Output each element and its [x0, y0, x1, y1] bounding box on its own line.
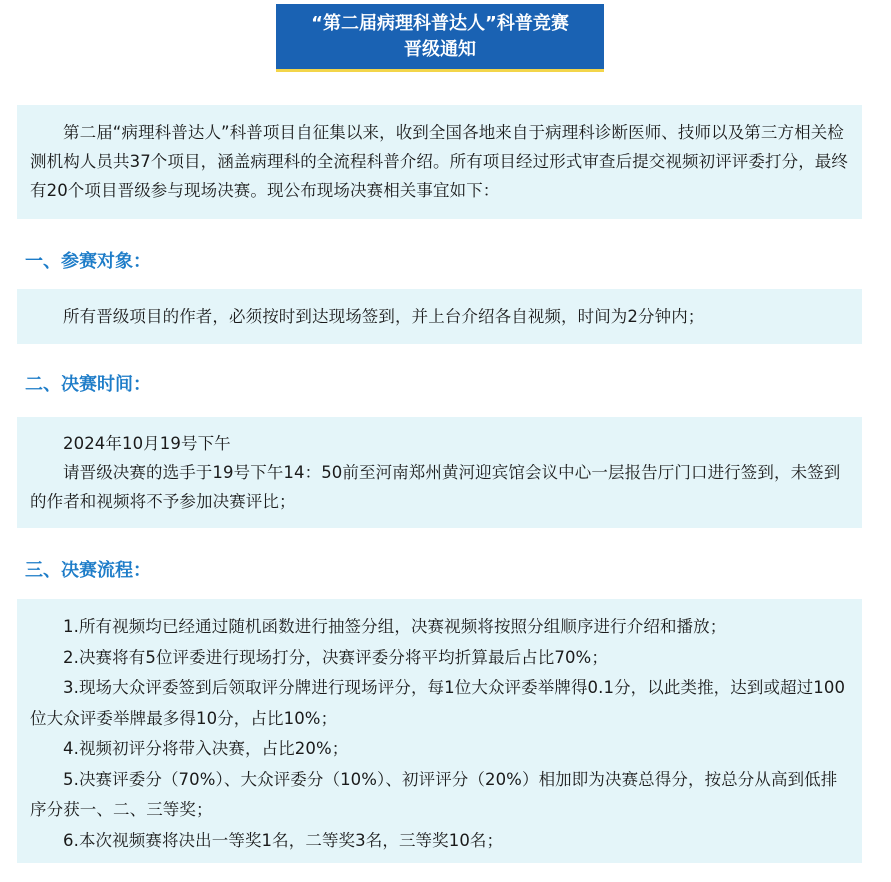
process-item: 4.视频初评分将带入决赛，占比20%；	[63, 739, 349, 758]
section-heading-final-process: 三、决赛流程：	[25, 560, 151, 581]
section-heading-final-time: 二、决赛时间：	[25, 374, 151, 395]
title-line-1: “第二届病理科普达人”科普竞赛	[311, 12, 569, 34]
process-item: 5.决赛评委分（70%）、大众评委分（10%）、初评评分（20%）相加即为决赛总得分，按总分从高到低排序分获一、二、三等奖；	[30, 769, 838, 819]
final-date: 2024年10月19号下午	[63, 434, 231, 453]
title-banner	[276, 4, 604, 72]
intro-paragraph: 第二届“病理科普达人”科普项目自征集以来，收到全国各地来自于病理科诊断医师、技师以及第三方相关检测机构人员共37个项目，涵盖病理科的全流程科普介绍。所有项目经过形式审查后提交视频初评评委打分，最终有20个项目晋级参与现场决赛。现公布现场决赛相关事宜如下：	[30, 123, 848, 200]
final-time-panel	[17, 417, 862, 528]
process-item: 2.决赛将有5位评委进行现场打分，决赛评委分将平均折算最后占比70%；	[63, 647, 608, 667]
participants-panel	[17, 289, 862, 344]
section-heading-participants: 一、参赛对象：	[25, 251, 151, 272]
intro-panel	[17, 105, 862, 219]
participants-paragraph: 所有晋级项目的作者，必须按时到达现场签到，并上台介绍各自视频，时间为2分钟内；	[63, 307, 705, 326]
final-process-panel	[17, 599, 862, 863]
sign-in-paragraph: 请晋级决赛的选手于19号下午14：50前至河南郑州黄河迎宾馆会议中心一层报告厅门口进行签到，未签到的作者和视频将不予参加决赛评比；	[30, 463, 841, 511]
process-item: 1.所有视频均已经通过随机函数进行抽签分组，决赛视频将按照分组顺序进行介绍和播放；	[63, 617, 727, 636]
process-item: 6.本次视频赛将决出一等奖1名，二等奖3名，三等奖10名；	[63, 830, 504, 850]
process-item: 3.现场大众评委签到后领取评分牌进行现场评分，每1位大众评委举牌得0.1分，以此类推，达到或超过100位大众评委举牌最多得10分，占比10%；	[30, 678, 846, 728]
title-line-2: 晋级通知	[404, 38, 476, 60]
